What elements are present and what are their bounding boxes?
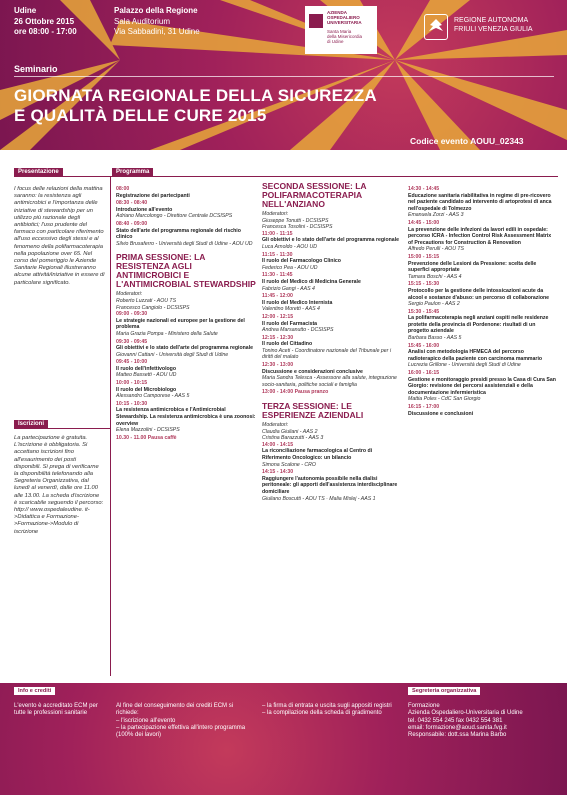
eagle-emblem-icon <box>424 14 448 40</box>
segreteria-label: Segreteria organizzativa <box>408 687 480 695</box>
iscrizioni-label: Iscrizioni <box>14 420 48 428</box>
event-title: GIORNATA REGIONALE DELLA SICUREZZA E QUALITÀ DELLE CURE 2015 <box>14 86 377 125</box>
column-divider <box>110 176 111 676</box>
session-2-title: SECONDA SESSIONE: LA POLIFARMACOTERAPIA NELL'ANZIANO <box>262 181 367 209</box>
footer-banner <box>0 683 567 795</box>
header-divider <box>14 76 554 77</box>
logo-regione-fvg: REGIONE AUTONOMA FRIULI VENEZIA GIULIA <box>424 12 557 42</box>
iscrizioni-rule <box>14 428 110 429</box>
crediti-requirements-2: – la firma di entrata e uscita sugli appositi registri – la compilazione della scheda di gradimento <box>262 703 392 717</box>
event-place-date: Udine 26 Ottobre 2015 ore 08:00 - 17:00 <box>14 6 77 36</box>
header-banner <box>0 0 567 150</box>
email-link[interactable]: email: formazione@aoud.sanita.fvg.it <box>408 724 507 731</box>
logo-aou-udine: AZIENDA OSPEDALIERO UNIVERSITARIA Santa Maria della Misericordia di Udine <box>305 6 377 54</box>
program-column-midday: SECONDA SESSIONE: LA POLIFARMACOTERAPIA NELL'ANZIANO Moderatori: Giuseppe Tonutti - DCSISPS Francesca Tosolini - DCSISPS 11:00 - 11:15 Gli obiettivi e lo stato dell'arte del programma regionale Luca Arnoldo - AOU UD 11:15 - 11:30 Il ruolo del Farmacologo Clinico Federico Pea - AOU UD 11:30 - 11:45 Il ruolo del Medico di Medicina Generale Fabrizio Gangi - AAS 4 11:45 - 12:00 Il ruolo del Medico Internista Valentino Moretti - AAS 4 12:00 - 12:15 Il ruolo del Farmacista Andrea Marsanutto - DCSISPS 12:15 - 12:30 Il ruolo del Cittadino Tonino Aceti - Coordinatore nazionale del Tribunale per i diritti del malato 12:30 - 13:00 Discussione e considerazioni conclusive Maria Sandra Telesca - Assessore alla salute, integrazione socio-sanitaria, politiche sociali e famiglia 13:00 - 14:00 Pausa pranzo TERZA SESSIONE: LE ESPERIENZE AZIENDALI Moderatori: Claudia Giuliani - AAS 2 Cristina Barazzutti - AAS 3 14:00 - 14:15 La riconciliazione farmacologica al Centro di Riferimento Oncologico: un bilancio Simona Scalone - CRO 14:15 - 14:30 Raggiungere l'autonomia possibile nella dialisi peritoneale: gli apporti dell'assistenza interdisciplinare domiciliare Giuliano Boscutti - AOU TS · Malia Mislej - AAS 1 <box>262 182 402 503</box>
programma-label: Programma <box>112 168 153 176</box>
seminario-label: Seminario <box>14 64 58 74</box>
coffee-break: 10.30 - 11.00 Pausa caffè <box>116 434 177 441</box>
session-1-title: PRIMA SESSIONE: LA RESISTENZA AGLI ANTIMICROBICI E L'ANTIMICROBIAL STEWARDSHIP <box>116 252 256 290</box>
info-crediti-label: Info e crediti <box>14 687 55 695</box>
session-3-title: TERZA SESSIONE: LE ESPERIENZE AZIENDALI <box>262 401 364 421</box>
crediti-requirements: Al fine del conseguimento dei crediti ECM si richiede: – l'iscrizione all'evento – la partecipazione effettiva all'intero programma (100% dei lavori) <box>116 703 246 739</box>
aou-emblem-icon <box>309 14 323 28</box>
event-code: Codice evento AOUU_02343 <box>410 136 524 146</box>
lunch-break: 13:00 - 14:00 Pausa pranzo <box>262 389 329 396</box>
program-column-afternoon: 14:30 - 14:45 Educazione sanitaria riabilitativa in regime di pre-ricovero nel paziente candidato ad intervento di artoprotesi di anca nell'ospedale di Tolmezzo Emanuela Zorzi - AAS 3 14:45 - 15:00 La prevenzione delle infezioni da lavori edili in ospedale: percorso ICRA - Infection Control Risk Assessment Matrix of Precautions for Construction & Renovation Alfredo Perulli - AOU TS 15:00 - 15:15 Prevenzione delle Lesioni da Pressione: scelta delle superfici appropriate Tamara Boschi - AAS 4 15:15 - 15:30 Protocollo per la gestione delle intossicazioni acute da alcool e sostanze d'abuso: un percorso di collaborazione Sergio Paulon - AAS 2 15:30 - 15:45 La polifarmacoterapia negli anziani ospiti nelle residenze protette della provincia di Pordenone: risultati di un progetto aziendale Barbara Basso - AAS 5 15:45 - 16:00 Analisi con metodologia HFMECA del percorso radioterapico della paziente con carcinoma mammario Lucrezia Grillone - Università degli Studi di Udine 16:00 - 16:15 Gestione e monitoraggio presidi presso la Casa di Cura San Giorgio: revisione dei percorsi assistenziali e della documentazione infermieristica Mattia Poles - CdC San Giorgio 16:15 - 17:00 Discussione e conclusioni <box>408 186 556 417</box>
info-text: L'evento è accreditato ECM per tutte le professioni sanitarie <box>14 703 98 717</box>
programma-rule <box>14 176 558 177</box>
event-venue: Palazzo della Regione Sala Auditorium Via Sabbadini, 31 Udine <box>114 6 200 36</box>
iscrizioni-text: La partecipazione è gratuita. L'iscrizione è obbligatoria. Si accettano iscrizioni fino all'esaurimento dei posti disponibili. Si prega di verificarne la disponibilità telefonando alla Segreteria Organizzativa, dal lunedì al venerdì, dalle ore 11.00 alle 13.00. La scheda d'iscrizione è scaricabile seguendo il percorso: http:// www.ospedaleudine. it->Didattica e Formazione- >Formazione->Modulo di iscrizione <box>14 435 104 535</box>
presentazione-text: I focus delle relazioni della mattina saranno: la resistenza agli antimicrobici e l'importanza delle iniziative di stewardship per un utilizzo più razionale degli antibiotici; l'uso prudente del farmaco con particolare riferimento all'uso eccessivo degli stessi e al fenomeno della polifarmacoterapia nella popolazione over 65. Nel corso del pomeriggio le Aziende Sanitarie Regionali illustreranno alcune attività/iniziative in essere di particolare significato. <box>14 186 105 286</box>
program-column-morning: 08:00 Registrazione dei partecipanti 08:30 - 08:40 Introduzione all'evento Adriano Marcolongo - Direttore Centrale DCSISPS 08:40 - 09:00 Stato dell'arte del programma regionale del rischio clinico Silvio Brusaferro - Università degli Studi di Udine - AOU UD PRIMA SESSIONE: LA RESISTENZA AGLI ANTIMICROBICI E L'ANTIMICROBIAL STEWARDSHIP Moderatori: Roberto Luzzati - AOU TS Francesco Cangiolo - DCSISPS 09:00 - 09:30 Le strategie nazionali ed europee per la gestione del problema Maria Grazia Pompa - Ministero della Salute 09:30 - 09:45 Gli obiettivi e lo stato dell'arte del programma regionale Giovanni Cattani - Università degli Studi di Udine 09:45 - 10:00 Il ruolo dell'infettivologo Matteo Bassetti - AOU UD 10:00 - 10:15 Il ruolo del Microbiologo Alessandro Camporese - AAS 5 10:15 - 10:30 La resistenza antimicrobica e l'Antimicrobial Stewardship. La resistenza antimicrobica è una zoonosi: overview Elena Mazzolini - DCSISPS 10.30 - 11.00 Pausa caffè <box>116 186 256 441</box>
presentazione-label: Presentazione <box>14 168 63 176</box>
segreteria-contacts: Formazione Azienda Ospedaliero-Universitaria di Udine tel. 0432 554 245 fax 0432 554 381 email: formazione@aoud.sanita.fvg.it Responsabile: dott.ssa Marina Barbo <box>408 703 558 739</box>
